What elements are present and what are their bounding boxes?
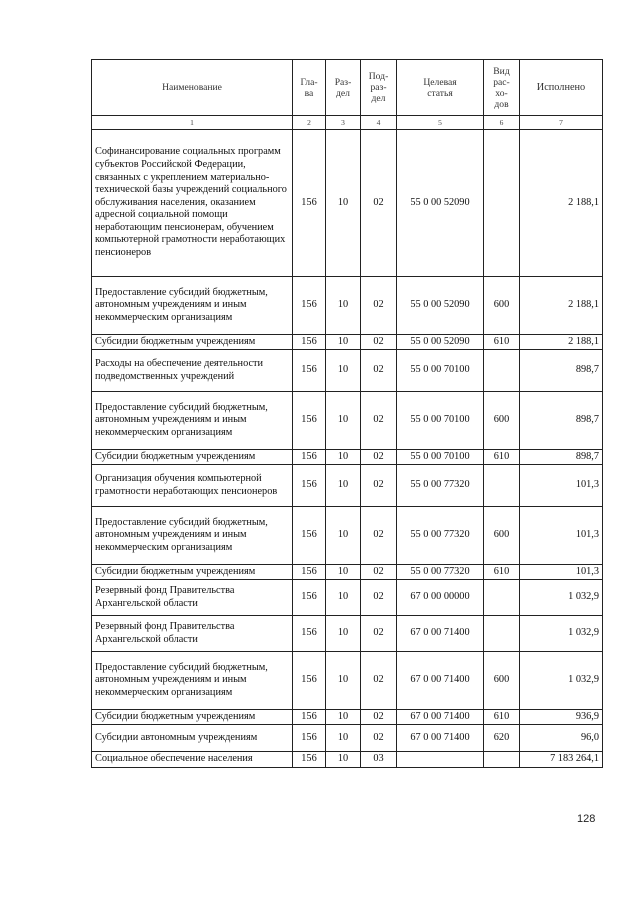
row-name: Предоставление субсидий бюджетным, автономным учреждениям и иным некоммерческим организациям: [92, 277, 293, 335]
row-target: 67 0 00 71400: [397, 616, 484, 652]
row-chapter: 156: [293, 725, 326, 752]
row-subsection: 02: [361, 350, 397, 392]
row-name: Субсидии бюджетным учреждениям: [92, 450, 293, 465]
header-exp-type-label: Вид рас- хо- дов: [493, 65, 510, 110]
header-subsection: [361, 60, 397, 116]
row-section: 10: [326, 616, 361, 652]
row-subsection: 02: [361, 130, 397, 277]
row-subsection: 02: [361, 277, 397, 335]
row-chapter: 156: [293, 277, 326, 335]
header-row: [92, 60, 603, 116]
row-amount: 1 032,9: [520, 580, 603, 616]
row-chapter: 156: [293, 392, 326, 450]
row-subsection: 02: [361, 335, 397, 350]
column-number-row: [92, 116, 603, 130]
row-amount: 898,7: [520, 450, 603, 465]
row-section: 10: [326, 565, 361, 580]
header-section-label: Раз- дел: [334, 76, 352, 99]
row-exp-type: [484, 580, 520, 616]
row-subsection: 02: [361, 616, 397, 652]
row-subsection: 02: [361, 710, 397, 725]
row-name: Предоставление субсидий бюджетным, автономным учреждениям и иным некоммерческим организациям: [92, 392, 293, 450]
row-target: 67 0 00 00000: [397, 580, 484, 616]
table-body: [92, 116, 603, 768]
row-name: Предоставление субсидий бюджетным, автономным учреждениям и иным некоммерческим организациям: [92, 507, 293, 565]
col-number: 6: [484, 116, 520, 130]
col-number: 4: [361, 116, 397, 130]
row-name: Предоставление субсидий бюджетным, автономным учреждениям и иным некоммерческим организациям: [92, 652, 293, 710]
col-number: 3: [326, 116, 361, 130]
row-exp-type: 610: [484, 710, 520, 725]
row-amount: 7 183 264,1: [520, 752, 603, 768]
row-name: Резервный фонд Правительства Архангельской области: [92, 616, 293, 652]
row-amount: 2 188,1: [520, 277, 603, 335]
row-exp-type: [484, 616, 520, 652]
row-chapter: 156: [293, 130, 326, 277]
table-row: [92, 392, 603, 450]
row-amount: 936,9: [520, 710, 603, 725]
table-row: [92, 710, 603, 725]
row-target: 55 0 00 77320: [397, 507, 484, 565]
row-target: 55 0 00 70100: [397, 350, 484, 392]
row-section: 10: [326, 465, 361, 507]
row-chapter: 156: [293, 565, 326, 580]
row-amount: 101,3: [520, 507, 603, 565]
row-exp-type: 610: [484, 335, 520, 350]
row-section: 10: [326, 392, 361, 450]
row-exp-type: [484, 465, 520, 507]
row-target: 55 0 00 70100: [397, 450, 484, 465]
col-number: 5: [397, 116, 484, 130]
row-chapter: 156: [293, 752, 326, 768]
row-chapter: 156: [293, 710, 326, 725]
header-target: [397, 60, 484, 116]
row-chapter: 156: [293, 350, 326, 392]
row-exp-type: [484, 130, 520, 277]
row-section: 10: [326, 580, 361, 616]
row-section: 10: [326, 350, 361, 392]
row-exp-type: 600: [484, 277, 520, 335]
row-target: 55 0 00 77320: [397, 565, 484, 580]
table-row: [92, 752, 603, 768]
table-row: [92, 616, 603, 652]
row-target: [397, 752, 484, 768]
row-exp-type: 600: [484, 392, 520, 450]
row-target: 67 0 00 71400: [397, 652, 484, 710]
row-section: 10: [326, 652, 361, 710]
row-section: 10: [326, 507, 361, 565]
row-section: 10: [326, 130, 361, 277]
row-amount: 1 032,9: [520, 652, 603, 710]
header-name: Наименование: [92, 60, 293, 116]
row-name: Субсидии бюджетным учреждениям: [92, 565, 293, 580]
row-name: Расходы на обеспечение деятельности подведомственных учреждений: [92, 350, 293, 392]
row-amount: 101,3: [520, 465, 603, 507]
row-chapter: 156: [293, 616, 326, 652]
row-subsection: 03: [361, 752, 397, 768]
row-name: Организация обучения компьютерной грамотности неработающих пенсионеров: [92, 465, 293, 507]
header-executed: Исполнено: [520, 60, 603, 116]
row-exp-type: 620: [484, 725, 520, 752]
table-header: [92, 60, 603, 116]
row-target: 55 0 00 52090: [397, 277, 484, 335]
row-section: 10: [326, 450, 361, 465]
row-exp-type: 600: [484, 652, 520, 710]
row-subsection: 02: [361, 580, 397, 616]
table-row: [92, 335, 603, 350]
row-section: 10: [326, 277, 361, 335]
row-name: Резервный фонд Правительства Архангельской области: [92, 580, 293, 616]
table-row: [92, 450, 603, 465]
col-number: 2: [293, 116, 326, 130]
header-target-label: Целевая статья: [423, 76, 457, 99]
table-row: [92, 565, 603, 580]
row-amount: 96,0: [520, 725, 603, 752]
row-target: 55 0 00 70100: [397, 392, 484, 450]
row-name: Субсидии автономным учреждениям: [92, 725, 293, 752]
header-chapter-label: Гла- ва: [300, 76, 318, 99]
row-section: 10: [326, 752, 361, 768]
header-exp-type: [484, 60, 520, 116]
table-row: [92, 507, 603, 565]
row-target: 67 0 00 71400: [397, 725, 484, 752]
row-amount: 1 032,9: [520, 616, 603, 652]
row-chapter: 156: [293, 450, 326, 465]
row-subsection: 02: [361, 565, 397, 580]
row-subsection: 02: [361, 652, 397, 710]
row-target: 55 0 00 77320: [397, 465, 484, 507]
row-chapter: 156: [293, 580, 326, 616]
budget-table: [91, 59, 603, 768]
row-subsection: 02: [361, 392, 397, 450]
row-section: 10: [326, 335, 361, 350]
row-exp-type: 610: [484, 450, 520, 465]
table-row: [92, 465, 603, 507]
table-row: [92, 652, 603, 710]
row-chapter: 156: [293, 465, 326, 507]
row-section: 10: [326, 725, 361, 752]
col-number: 1: [92, 116, 293, 130]
row-chapter: 156: [293, 507, 326, 565]
row-exp-type: [484, 752, 520, 768]
row-name: Субсидии бюджетным учреждениям: [92, 335, 293, 350]
row-chapter: 156: [293, 335, 326, 350]
row-section: 10: [326, 710, 361, 725]
row-target: 55 0 00 52090: [397, 335, 484, 350]
row-subsection: 02: [361, 465, 397, 507]
table-row: [92, 277, 603, 335]
table-row: [92, 725, 603, 752]
header-subsection-label: Под- раз- дел: [368, 71, 389, 104]
row-amount: 101,3: [520, 565, 603, 580]
row-target: 55 0 00 52090: [397, 130, 484, 277]
row-subsection: 02: [361, 450, 397, 465]
row-subsection: 02: [361, 507, 397, 565]
row-exp-type: [484, 350, 520, 392]
col-number: 7: [520, 116, 603, 130]
page-number: 128: [577, 813, 596, 825]
row-amount: 2 188,1: [520, 130, 603, 277]
row-amount: 898,7: [520, 350, 603, 392]
header-section: [326, 60, 361, 116]
row-exp-type: 600: [484, 507, 520, 565]
row-chapter: 156: [293, 652, 326, 710]
row-subsection: 02: [361, 725, 397, 752]
table-row: [92, 580, 603, 616]
row-target: 67 0 00 71400: [397, 710, 484, 725]
row-amount: 2 188,1: [520, 335, 603, 350]
row-amount: 898,7: [520, 392, 603, 450]
row-name: Софинансирование социальных программ субъектов Российской Федерации, связанных с укреплением материально-технической базы учреждений социального обслуживания населения, оказанием адресной социальной помощи неработающим пенсионерам, обучением компьютерной грамотности неработающих пенсионеров: [92, 130, 293, 277]
table-row: [92, 350, 603, 392]
row-name: Социальное обеспечение населения: [92, 752, 293, 768]
table-row: [92, 130, 603, 277]
header-chapter: [293, 60, 326, 116]
row-name: Субсидии бюджетным учреждениям: [92, 710, 293, 725]
row-exp-type: 610: [484, 565, 520, 580]
